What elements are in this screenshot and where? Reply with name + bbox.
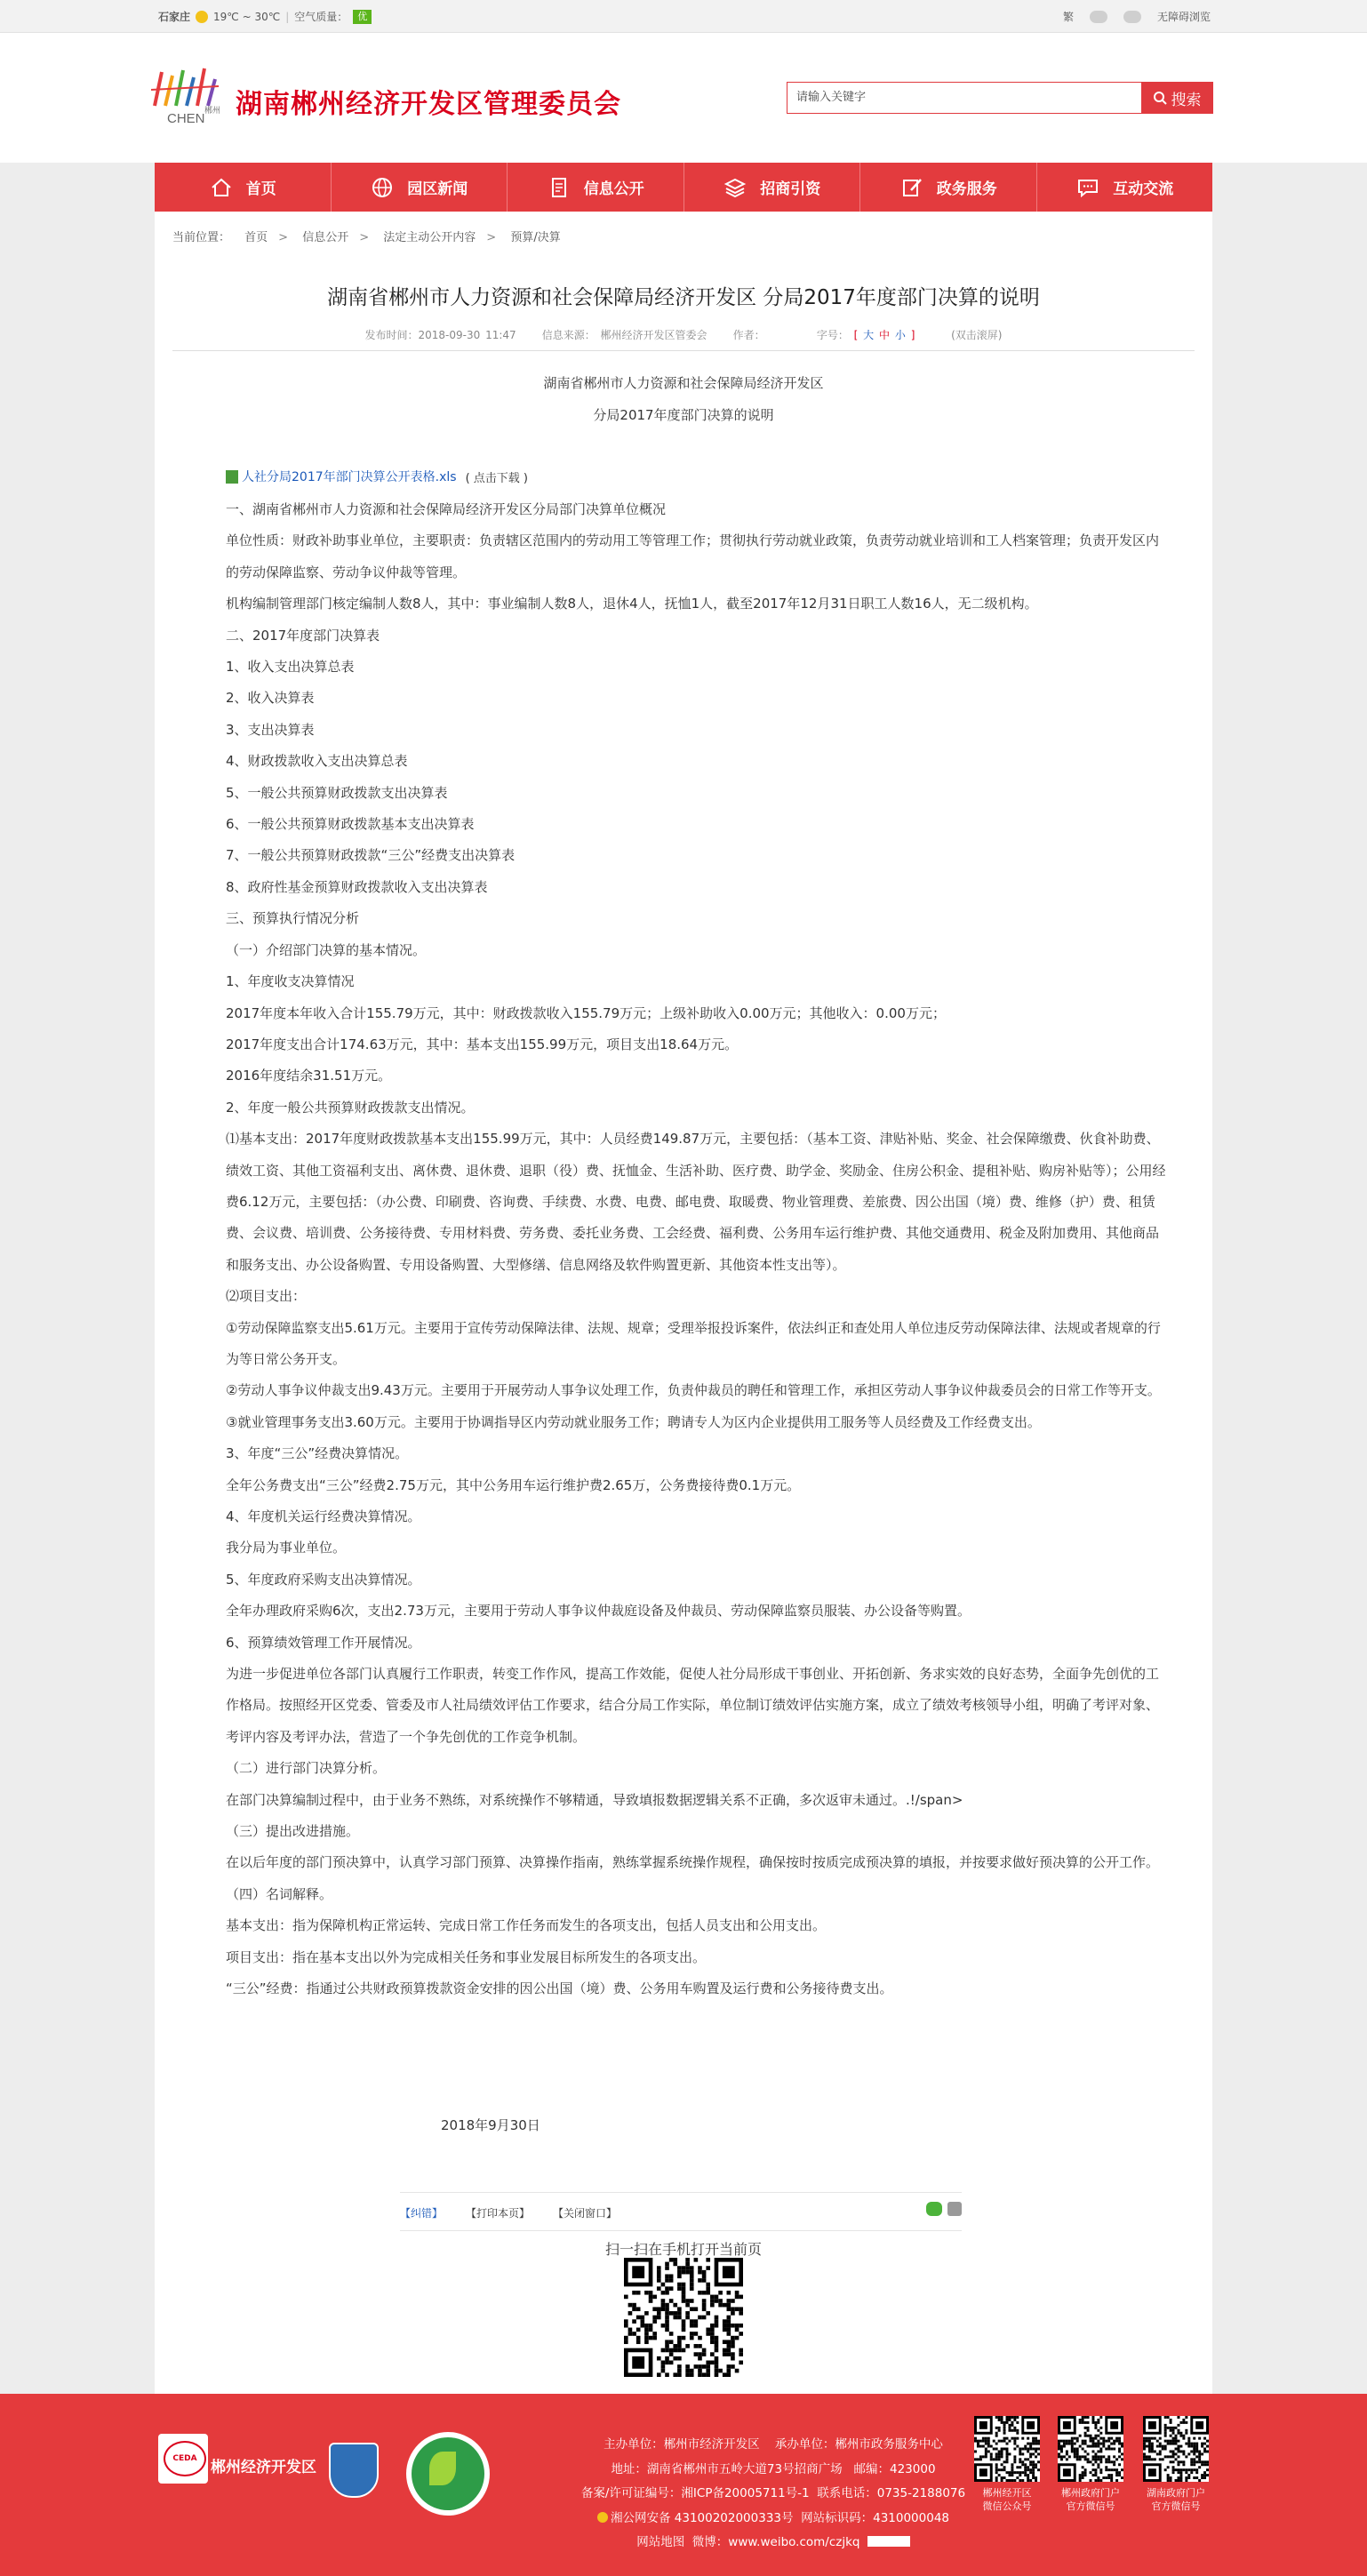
article-paragraph: 全年办理政府采购6次，支出2.73万元，主要用于劳动人事争议仲裁庭设备及仲裁员、劳动保障监察员服装、办公设备等购置。 [226,1603,971,1620]
ceda-logo-text: CEDA [164,2441,206,2476]
public-institution-badge-icon[interactable] [329,2443,379,2498]
publish-time: 发布时间：2018-09-30 11:47 [364,329,516,341]
nav-item-services[interactable] [860,163,1037,212]
attachment-link[interactable] [226,468,528,485]
close-window-link[interactable]: 【关闭窗口】 [553,2207,618,2220]
article-paragraph: 2017年度本年收入合计155.79万元，其中：财政拨款收入155.79万元；上级补助收入0.00万元；其他收入：0.00万元； [226,1004,946,1021]
article-paragraph: 全年公务费支出“三公”经费2.75万元，其中公务用车运行维护费2.65万，公务费接待费0.1万元。 [226,1476,801,1493]
search-button-label: 搜索 [1171,91,1202,109]
nav-item-label: 招商引资 [760,180,821,198]
footer-weibo[interactable]: 微博：www.weibo.com/czjkq [691,2535,860,2549]
article-paragraph: 3、年度“三公”经费决算情况。 [226,1445,409,1462]
nav-item-interaction[interactable] [1037,163,1213,212]
font-size-large[interactable]: 大 [863,329,875,341]
sitemap-badge-icon [867,2536,910,2547]
nav-item-info[interactable] [508,163,684,212]
logo-text: CHEN [167,111,205,126]
layers-icon [723,175,747,200]
article-paragraph: 8、政府性基金预算财政拨款收入支出决算表 [226,878,488,895]
document-icon [547,175,572,200]
print-link[interactable]: 【打印本页】 [466,2207,531,2220]
top-bar [0,0,1367,33]
weather-widget: 石家庄 19℃ ~ 30℃ | 空气质量： 优 [158,9,372,24]
article-paragraph: 4、财政拨款收入支出决算总表 [226,753,408,770]
search-button[interactable] [1141,83,1212,113]
nav-item-label: 政务服务 [936,180,997,198]
article-paragraph: 7、一般公共预算财政拨款“三公”经费支出决算表 [226,847,516,864]
breadcrumb-prefix: 当前位置： [172,231,231,244]
nav-item-label: 园区新闻 [407,180,468,198]
article-paragraph: 机构编制管理部门核定编制人数8人，其中：事业编制人数8人，退休4人，抚恤1人，截至2017年12月31日职工人数16人，无二级机构。 [226,596,1038,612]
article-body [226,494,1168,2005]
city-label: 石家庄 [158,11,191,23]
article-paragraph: 6、预算绩效管理工作开展情况。 [226,1634,421,1651]
article-paragraph: 在部门决算编制过程中，由于业务不熟练，对系统操作不够精通，导致填报数据逻辑关系不正确，多次返审未通过。.!/span> [226,1791,963,1808]
nav-item-label: 首页 [245,180,276,198]
article-container [155,212,1212,2394]
article-paragraph: 3、支出决算表 [226,721,315,738]
qr-label: 郴州政府门户 官方微信号 [1061,2487,1120,2512]
nav-item-label: 信息公开 [583,180,644,198]
article-subheading-1: 湖南省郴州市人力资源和社会保障局经济开发区 [543,375,824,391]
article-paragraph: “三公”经费：指通过公共财政预算拨款资金安排的因公出国（境）费、公务用车购置及运行费和公务接待费支出。 [226,1980,893,1997]
article-paragraph: 三、预算执行情况分析 [226,910,360,927]
article-paragraph: 2、收入决算表 [226,690,315,707]
article-paragraph: （一）介绍部门决算的基本情况。 [226,941,427,958]
search-icon [1153,91,1167,105]
author-label: 作者： [732,329,765,341]
search-input[interactable]: 请输入关键字 [796,91,867,104]
air-quality-label: 空气质量： [294,11,348,23]
nav-item-home[interactable] [155,163,332,212]
info-source: 信息来源： 郴州经济开发区管委会 [541,329,707,341]
weibo-icon[interactable] [1090,11,1107,23]
article-paragraph: （四）名词解释。 [226,1885,333,1902]
footer-police[interactable]: 湘公网安备 43100202000333号 [610,2510,794,2525]
attachment-name[interactable]: 人社分局2017年部门决算公开表格.xls [242,470,457,484]
scan-hint: 扫一扫在手机打开当前页 [604,2241,762,2258]
article-paragraph: ③就业管理事务支出3.60万元。主要用于协调指导区内劳动就业服务工作；聘请专人为区内企业提供用工服务等人员经费及工作经费支出。 [226,1413,1041,1430]
footer-postcode: 邮编：423000 [853,2461,936,2476]
article-paragraph: ⑵项目支出： [226,1288,307,1305]
wechat-icon[interactable] [1123,11,1141,23]
article-paragraph: （三）提出改进措施。 [226,1823,360,1840]
article-paragraph: 单位性质：财政补助事业单位，主要职责：负责辖区范围内的劳动用工等管理工作；贯彻执行劳动就业政策，负责劳动就业培训和工人档案管理；负责开发区内的劳动保障监察、劳动争议仲裁等管理。 [226,532,1160,580]
page-qr-code [624,2258,743,2377]
footer [0,2394,1367,2576]
print-icon[interactable] [947,2202,962,2216]
wechat-qr-code [974,2416,1040,2482]
footer-undertaker: 承办单位：郴州市政务服务中心 [774,2437,943,2452]
temperature-label: 19℃ ~ 30℃ [213,10,281,23]
wechat-qr-code [1143,2416,1209,2482]
article-paragraph: 基本支出：指为保障机构正常运转、完成日常工作任务而发生的各项支出，包括人员支出和公用支出。 [226,1917,827,1934]
article-paragraph: ②劳动人事争议仲裁支出9.43万元。主要用于开展劳动人事争议处理工作，负责仲裁员的聘任和管理工作，承担区劳动人事争议仲裁委员会的日常工作等开支。 [226,1382,1161,1399]
article-paragraph: 项目支出：指在基本支出以外为完成相关任务和事业发展目标所发生的各项支出。 [226,1948,707,1965]
article-meta: 发布时间：2018-09-30 11:47 信息来源： 郴州经济开发区管委会 作者： 字号： [ 大 中 小 ] (双击滚屏) [364,329,1003,341]
sun-icon [196,11,208,23]
article-subheading-2: 分局2017年度部门决算的说明 [593,407,774,423]
ceda-logo [158,2434,208,2484]
footer-zone-name: 郴州经济开发区 [211,2459,316,2476]
font-size-medium[interactable]: 中 [879,329,891,341]
breadcrumb-item[interactable]: 信息公开 [302,231,349,244]
article-paragraph: 5、年度政府采购支出决算情况。 [226,1571,421,1588]
accessibility-link[interactable]: 无障碍浏览 [1156,11,1211,23]
article-paragraph: （二）进行部门决算分析。 [226,1760,387,1777]
search-bar [787,82,1213,114]
logo-small-text: 郴州 [204,107,221,116]
attachment-hint: ( 点击下载 ) [465,471,528,485]
nav-item-label: 互动交流 [1113,180,1174,198]
article-paragraph: 2、年度一般公共预算财政拨款支出情况。 [226,1099,475,1116]
article-tools [400,2192,962,2231]
nav-item-investment[interactable] [684,163,861,212]
logo-mark-icon [149,67,222,108]
article-paragraph: 二、2017年度部门决算表 [226,627,380,644]
traditional-chinese-link[interactable]: 繁 [1062,11,1074,23]
excel-file-icon [226,470,238,484]
footer-address: 地址：湖南省郴州市五岭大道73号招商广场 [611,2461,843,2476]
article-paragraph: 我分局为事业单位。 [226,1540,347,1556]
article-paragraph: ⑴基本支出：2017年度财政拨款基本支出155.99万元，其中：人员经费149.87万元，主要包括：（基本工资、津贴补贴、奖金、社会保障缴费、伙食补助费、绩效工资、其他工资福利支出、离休费、退休费、退职（役）费、抚恤金、生活补助、医疗费、助学金、奖励金、住房公积金、提租补贴、购房补贴等）；公用经费6.12万元，主要包括：（办公费、印刷费、咨询费、手续费、水费、电费、邮电费、取暖费、物业管理费、差旅费、因公出国（境）费、维修（护）费、租赁费、会议费、培训费、公务接待费、专用材料费、劳务费、委托业务费、工会经费、福利费、公务用车运行维护费、其他交通费用、税金及附加费用、其他商品和服务支出、办公设备购置、专用设备购置、大型修缮、信息网络及软件购置更新、其他资本性支出等）。 [226,1131,1166,1273]
nav-item-news[interactable] [332,163,508,212]
wechat-qr-code [1058,2416,1123,2482]
footer-site-code: 网站标识码：4310000048 [801,2510,950,2525]
article-paragraph: 1、收入支出决算总表 [226,659,355,676]
footer-info [551,2433,995,2556]
article-paragraph: 6、一般公共预算财政拨款基本支出决算表 [226,816,475,833]
article-paragraph: 1、年度收支决算情况 [226,973,355,990]
report-error-link[interactable]: 【纠错】 [400,2207,444,2220]
chat-icon [1075,175,1100,200]
font-size-small[interactable]: 小 [894,329,906,341]
scroll-hint: (双击滚屏) [951,329,1003,341]
article-title: 湖南省郴州市人力资源和社会保障局经济开发区 分局2017年度部门决算的说明 [327,286,1040,309]
article-date: 2018年9月30日 [441,2117,540,2133]
article-paragraph: 4、年度机关运行经费决算情况。 [226,1508,421,1524]
home-icon [209,175,234,200]
site-logo[interactable] [149,67,222,129]
article-paragraph: ①劳动保障监察支出5.61万元。主要用于宣传劳动保障法律、法规、规章；受理举报投诉案件，依法纠正和查处用人单位违反劳动保障法律、法规或者规章的行为等日常公务开支。 [226,1319,1161,1367]
site-title: 湖南郴州经济开发区管理委员会 [236,89,621,120]
footer-sitemap[interactable]: 网站地图 [636,2535,685,2549]
air-quality-badge: 优 [353,10,372,24]
article-paragraph: 为进一步促进单位各部门认真履行工作职责，转变工作作风，提高工作效能，促使人社分局形成干事创业、开拓创新、务求实效的良好态势，全面争先创优的工作格局。按照经开区党委、管委及市人社局绩效评估工作要求，结合分局工作实际，单位制订绩效评估实施方案，成立了绩效考核领导小组，明确了考评对象、考评内容及考评办法，营造了一个争先创优的工作竞争机制。 [226,1666,1160,1745]
main-nav [155,163,1212,212]
breadcrumb-item[interactable]: 法定主动公开内容 [383,231,476,244]
article-paragraph: 在以后年度的部门预决算中，认真学习部门预算、决算操作指南，熟练掌握系统操作规程，确保按时按质完成预决算的填报，并按要求做好预决算的公开工作。 [226,1854,1160,1871]
footer-phone: 联系电话：0735-2188076 [817,2486,966,2500]
globe-icon [370,175,395,200]
font-size-label: 字号： [816,329,849,341]
breadcrumb-item[interactable]: 预算/决算 [510,231,561,244]
title-divider [172,350,1195,351]
qr-label: 湖南政府门户 官方微信号 [1147,2487,1205,2512]
police-badge-icon [597,2512,608,2523]
article-paragraph: 2016年度结余31.51万元。 [226,1068,392,1084]
footer-icp[interactable]: 备案/许可证编号：湘ICP备20005711号-1 [580,2486,810,2500]
wechat-share-icon[interactable] [926,2202,942,2216]
qr-label: 郴州经开区 微信公众号 [982,2487,1032,2512]
breadcrumb-item[interactable]: 首页 [244,231,268,244]
article-paragraph: 2017年度支出合计174.63万元，其中：基本支出155.99万元，项目支出18.64万元。 [226,1036,739,1052]
article-paragraph: 5、一般公共预算财政拨款支出决算表 [226,784,448,801]
edit-icon [899,175,924,200]
article-paragraph: 一、湖南省郴州市人力资源和社会保障局经济开发区分局部门决算单位概况 [226,501,667,517]
civilized-unit-badge-icon [406,2432,490,2516]
breadcrumb: 当前位置： 首页 > 信息公开 > 法定主动公开内容 > 预算/决算 [172,231,561,244]
footer-sponsor: 主办单位：郴州市经济开发区 [604,2437,760,2452]
